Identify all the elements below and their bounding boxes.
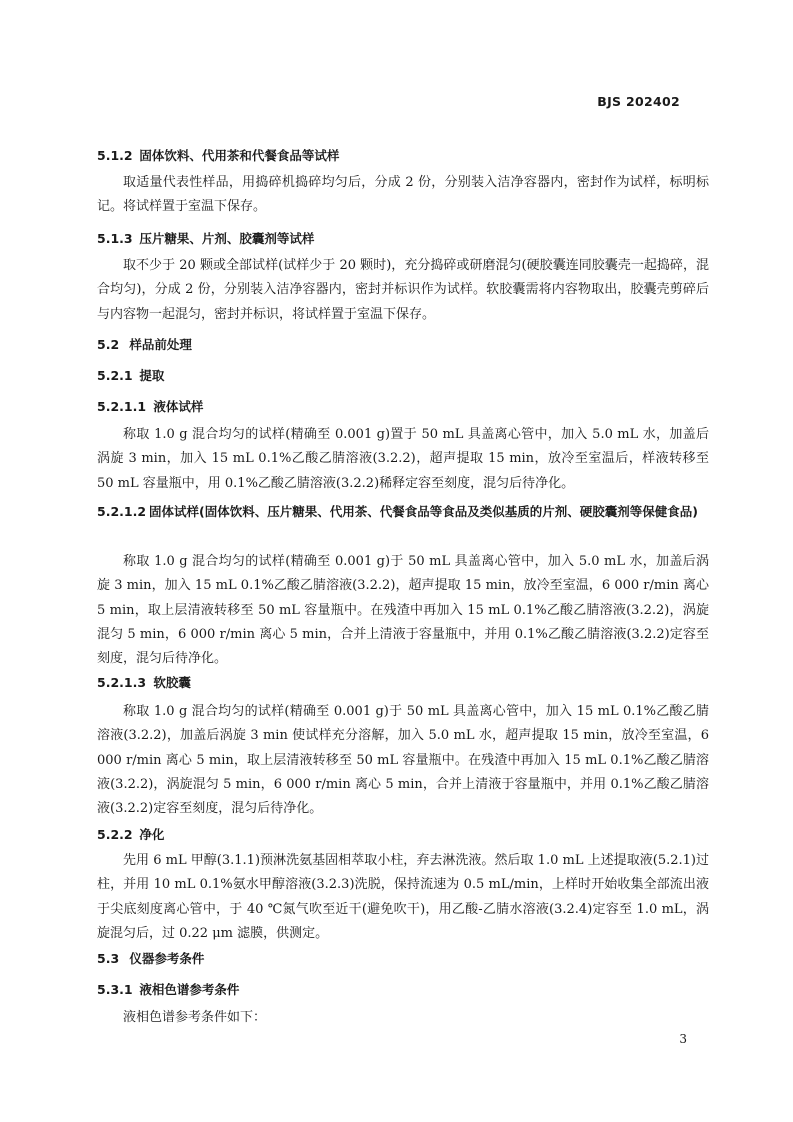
- paragraph-5-2-1-3: 称取 1.0 g 混合均匀的试样(精确至 0.001 g)于 50 mL 具盖离心管中，加入 15 mL 0.1%乙酸乙腈溶液(3.2.2)，加盖后涡旋 3 min 使试样充分溶解，加入 5.0 mL 水，超声提取 15 min，放冷至室温，6 000 r/min 离心 5 min，取上层清液转移至 50 mL 容量瓶中。在残渣中再加入 15 mL 0.1%乙酸乙腈溶液(3.2.2)，涡旋混匀 5 min，6 000 r/min 离心 5 min，合并上清液于容量瓶中，并用 0.1%乙酸乙腈溶液(3.2.2)定容至刻度，混匀后待净化。: [97, 704, 709, 817]
- section-heading-5-3: [97, 949, 204, 967]
- section-heading-5-2-1-3: [97, 673, 191, 691]
- section-title: 软胶囊: [153, 675, 191, 690]
- section-title: 提取: [139, 368, 165, 383]
- section-number: 5.3.1: [97, 982, 133, 997]
- section-title: 固体饮料、代用茶和代餐食品等试样: [139, 148, 340, 163]
- paragraph-5-1-3: 取不少于 20 颗或全部试样(试样少于 20 颗时)，充分捣碎或研磨混匀(硬胶囊连同胶囊壳一起捣碎，混合均匀)，分成 2 份，分别装入洁净容器内，密封并标识作为试样。软胶囊需将内容物取出，胶囊壳剪碎后与内容物一起混匀，密封并标识，将试样置于室温下保存。: [97, 258, 709, 322]
- document-code: BJS 202402: [597, 94, 680, 109]
- paragraph-5-2-1-1: 称取 1.0 g 混合均匀的试样(精确至 0.001 g)置于 50 mL 具盖离心管中，加入 5.0 mL 水，加盖后涡旋 3 min，加入 15 mL 0.1%乙酸乙腈溶液(3.2.2)，超声提取 15 min，放冷至室温后，样液转移至 50 mL 容量瓶中，用 0.1%乙酸乙腈溶液(3.2.2)稀释定容至刻度，混匀后待净化。: [97, 427, 709, 491]
- section-number: 5.2.1.2: [97, 504, 147, 519]
- section-number: 5.1.3: [97, 231, 133, 246]
- section-title: 仪器参考条件: [129, 951, 205, 966]
- section-heading-5-2-1-2: [97, 501, 709, 523]
- section-number: 5.2.1.3: [97, 675, 147, 690]
- section-title: 固体试样(固体饮料、压片糖果、代用茶、代餐食品等食品及类似基质的片剂、硬胶囊剂等保健食品): [149, 504, 698, 519]
- section-heading-5-1-2: [97, 146, 339, 164]
- paragraph-5-1-2: 取适量代表性样品，用捣碎机捣碎均匀后，分成 2 份，分别装入洁净容器内，密封作为试样，标明标记。将试样置于室温下保存。: [97, 175, 709, 215]
- page-number: 3: [679, 1032, 687, 1046]
- section-title: 液相色谱参考条件: [139, 982, 240, 997]
- section-title: 液体试样: [153, 399, 204, 414]
- section-number: 5.2.2: [97, 827, 133, 842]
- section-title: 样品前处理: [129, 337, 192, 352]
- section-title: 净化: [139, 827, 165, 842]
- paragraph-5-2-1-2: 称取 1.0 g 混合均匀的试样(精确至 0.001 g)于 50 mL 具盖离心管中，加入 5.0 mL 水，加盖后涡旋 3 min，加入 15 mL 0.1%乙酸乙腈溶液(3.2.2)，超声提取 15 min，放冷至室温，6 000 r/min 离心 5 min，取上层清液转移至 50 mL 容量瓶中。在残渣中再加入 15 mL 0.1%乙酸乙腈溶液(3.2.2)，涡旋混匀 5 min，6 000 r/min 离心 5 min，合并上清液于容量瓶中，并用 0.1%乙酸乙腈溶液(3.2.2)定容至刻度，混匀后待净化。: [97, 554, 709, 667]
- section-heading-5-2-2: [97, 825, 164, 843]
- section-heading-5-2: [97, 335, 192, 353]
- section-number: 5.2.1: [97, 368, 133, 383]
- section-heading-5-2-1: [97, 366, 164, 384]
- paragraph-5-3-1: 液相色谱参考条件如下：: [123, 1010, 267, 1025]
- paragraph-5-2-2: 先用 6 mL 甲醇(3.1.1)预淋洗氨基固相萃取小柱，弃去淋洗液。然后取 1.0 mL 上述提取液(5.2.1)过柱，并用 10 mL 0.1%氨水甲醇溶液(3.2.3)洗脱，保持流速为 0.5 mL/min，上样时开始收集全部流出液于尖底刻度离心管中，于 40 ℃氮气吹至近干(避免吹干)，用乙酸-乙腈水溶液(3.2.4)定容至 1.0 mL，涡旋混匀后，过 0.22 μm 滤膜，供测定。: [97, 853, 709, 941]
- section-number: 5.3: [97, 951, 120, 966]
- section-heading-5-2-1-1: [97, 397, 203, 415]
- section-title: 压片糖果、片剂、胶囊剂等试样: [139, 231, 315, 246]
- section-heading-5-1-3: [97, 229, 314, 247]
- section-number: 5.1.2: [97, 148, 133, 163]
- section-number: 5.2.1.1: [97, 399, 147, 414]
- section-number: 5.2: [97, 337, 120, 352]
- section-heading-5-3-1: [97, 980, 239, 998]
